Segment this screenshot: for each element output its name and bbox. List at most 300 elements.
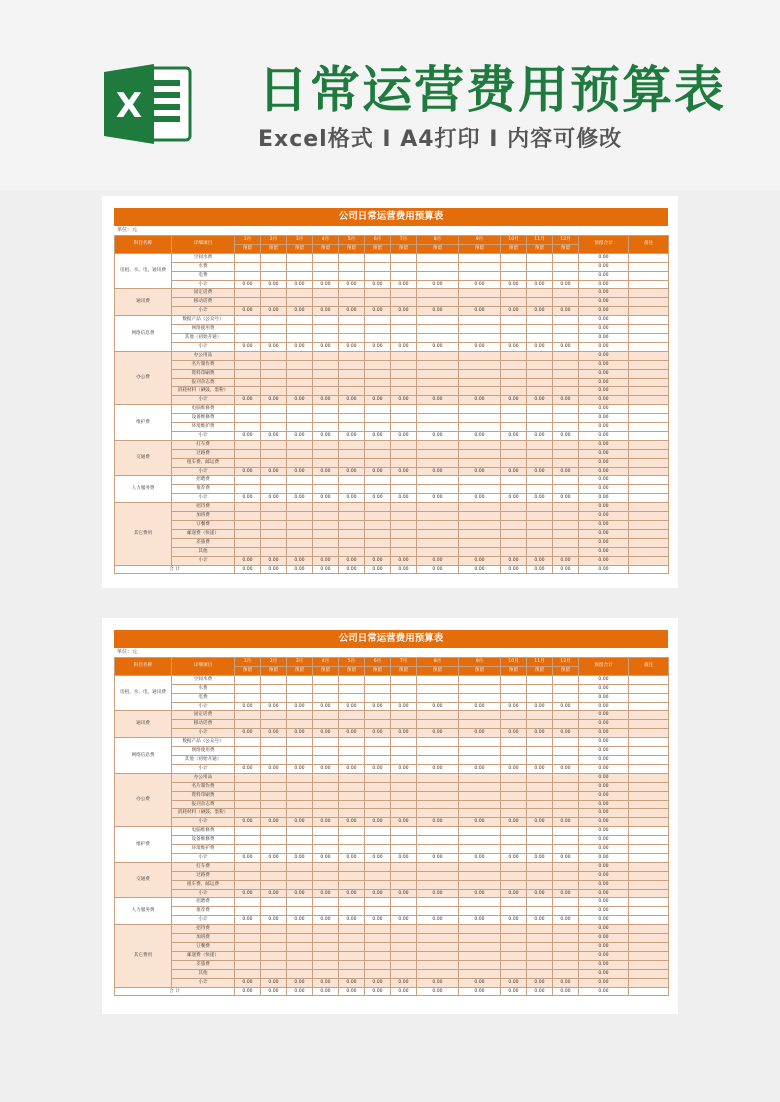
month-cell (365, 711, 391, 720)
detail-cell: 空间水费 (172, 253, 235, 262)
month-cell (339, 547, 365, 556)
remark-cell (629, 298, 669, 307)
month-cell (459, 449, 501, 458)
month-cell (365, 809, 391, 818)
month-total: 0.00 (417, 987, 459, 996)
month-total: 0.00 (459, 565, 501, 574)
detail-cell: 移动话费 (172, 298, 235, 307)
month-cell (313, 943, 339, 952)
month-cell (527, 907, 553, 916)
total-cell: 0.00 (579, 369, 629, 378)
month-cell (417, 845, 459, 854)
month-cell: 0.00 (391, 494, 417, 503)
month-cell (313, 414, 339, 423)
month-cell (365, 253, 391, 262)
month-cell: 0.00 (235, 396, 261, 405)
month-cell: 0.00 (235, 702, 261, 711)
month-cell (501, 934, 527, 943)
month-cell: 0.00 (391, 467, 417, 476)
month-cell (417, 898, 459, 907)
month-cell (313, 934, 339, 943)
month-cell: 0.00 (313, 342, 339, 351)
table-row (115, 387, 669, 396)
month-cell: 0.00 (417, 889, 459, 898)
month-cell: 0.00 (527, 853, 553, 862)
header-sub: 预留 (339, 666, 365, 675)
remark-cell (629, 818, 669, 827)
remark-cell (629, 396, 669, 405)
month-cell (527, 253, 553, 262)
total-cell: 0.00 (579, 289, 629, 298)
month-cell (459, 458, 501, 467)
month-cell (553, 738, 579, 747)
month-cell: 0.00 (459, 818, 501, 827)
month-cell (391, 271, 417, 280)
month-cell (287, 440, 313, 449)
total-cell: 0.00 (579, 440, 629, 449)
month-cell (365, 369, 391, 378)
month-cell (459, 693, 501, 702)
month-cell: 0.00 (313, 764, 339, 773)
header-sub: 预留 (261, 244, 287, 253)
remark-cell (629, 755, 669, 764)
detail-cell: 报刊杂志费 (172, 378, 235, 387)
month-cell (527, 423, 553, 432)
remark-cell (629, 871, 669, 880)
month-cell (287, 720, 313, 729)
month-cell (287, 675, 313, 684)
month-cell (365, 440, 391, 449)
month-cell: 0.00 (261, 818, 287, 827)
total-cell: 0.00 (579, 485, 629, 494)
header-month: 9月 (459, 658, 501, 667)
remark-cell (629, 845, 669, 854)
month-total: 0.00 (527, 987, 553, 996)
detail-cell: 水费 (172, 684, 235, 693)
month-cell (501, 755, 527, 764)
remark-cell (629, 987, 669, 996)
month-cell: 0.00 (339, 916, 365, 925)
month-cell: 0.00 (287, 729, 313, 738)
month-cell: 0.00 (339, 853, 365, 862)
month-cell (501, 960, 527, 969)
month-cell (459, 440, 501, 449)
table-row (115, 782, 669, 791)
month-cell: 0.00 (501, 494, 527, 503)
month-cell (313, 925, 339, 934)
month-cell (313, 369, 339, 378)
total-label: 合 计 (115, 565, 235, 574)
month-cell (365, 262, 391, 271)
header-sub: 预留 (287, 244, 313, 253)
category-cell: 人力服务费 (115, 476, 172, 503)
month-cell: 0.00 (339, 729, 365, 738)
detail-cell: 小计 (172, 556, 235, 565)
month-cell: 0.00 (235, 764, 261, 773)
month-cell: 0.00 (459, 978, 501, 987)
month-cell (417, 476, 459, 485)
month-cell: 0.00 (287, 853, 313, 862)
month-cell (391, 316, 417, 325)
month-cell (313, 521, 339, 530)
month-cell (501, 387, 527, 396)
month-cell (501, 747, 527, 756)
month-cell: 0.00 (235, 342, 261, 351)
month-cell (261, 503, 287, 512)
month-cell (339, 845, 365, 854)
total-cell: 0.00 (579, 782, 629, 791)
excel-logo-letter: X (115, 86, 143, 126)
month-cell (391, 369, 417, 378)
table-row (115, 494, 669, 503)
month-cell (501, 529, 527, 538)
month-cell (553, 529, 579, 538)
month-cell (235, 325, 261, 334)
month-cell (287, 298, 313, 307)
table-row (115, 871, 669, 880)
month-cell (261, 720, 287, 729)
header-month: 6月 (365, 236, 391, 245)
month-cell: 0.00 (391, 853, 417, 862)
month-cell: 0.00 (553, 702, 579, 711)
detail-cell: 小计 (172, 702, 235, 711)
month-cell: 0.00 (339, 978, 365, 987)
month-cell: 0.00 (287, 889, 313, 898)
month-cell (261, 289, 287, 298)
month-cell (501, 845, 527, 854)
detail-cell: 小计 (172, 764, 235, 773)
month-cell (261, 485, 287, 494)
month-cell (553, 325, 579, 334)
table-row (115, 405, 669, 414)
category-cell: 其它费用 (115, 925, 172, 987)
remark-cell (629, 467, 669, 476)
total-cell: 0.00 (579, 449, 629, 458)
month-cell: 0.00 (553, 396, 579, 405)
detail-cell: 小计 (172, 467, 235, 476)
month-cell (417, 925, 459, 934)
month-cell: 0.00 (313, 280, 339, 289)
total-cell: 0.00 (579, 845, 629, 854)
month-cell: 0.00 (527, 342, 553, 351)
total-cell: 0.00 (579, 978, 629, 987)
month-cell: 0.00 (391, 702, 417, 711)
month-cell (527, 521, 553, 530)
month-cell: 0.00 (339, 889, 365, 898)
month-cell (459, 378, 501, 387)
header-sub: 预留 (527, 666, 553, 675)
month-cell (553, 755, 579, 764)
month-cell (459, 755, 501, 764)
table-row (115, 791, 669, 800)
month-cell (313, 316, 339, 325)
month-cell (553, 538, 579, 547)
month-cell (339, 414, 365, 423)
month-cell (501, 360, 527, 369)
month-cell (261, 325, 287, 334)
category-cell: 维护费 (115, 827, 172, 863)
month-cell (417, 512, 459, 521)
month-cell: 0.00 (459, 916, 501, 925)
month-cell (365, 898, 391, 907)
month-total: 0.00 (553, 987, 579, 996)
header-total: 预留合计 (579, 236, 629, 254)
month-cell (459, 898, 501, 907)
month-cell: 0.00 (235, 853, 261, 862)
total-cell: 0.00 (579, 943, 629, 952)
remark-cell (629, 907, 669, 916)
remark-cell (629, 738, 669, 747)
table-row (115, 271, 669, 280)
month-cell: 0.00 (287, 556, 313, 565)
month-cell (235, 943, 261, 952)
month-cell (365, 755, 391, 764)
month-cell (365, 969, 391, 978)
month-cell (391, 871, 417, 880)
month-total: 0.00 (527, 565, 553, 574)
month-cell: 0.00 (391, 396, 417, 405)
total-cell: 0.00 (579, 423, 629, 432)
header-detail: 详细项目 (172, 236, 235, 254)
month-cell (339, 934, 365, 943)
header-sub: 预留 (391, 244, 417, 253)
month-cell (261, 387, 287, 396)
detail-cell: 网络使用费 (172, 747, 235, 756)
remark-cell (629, 943, 669, 952)
month-cell: 0.00 (459, 396, 501, 405)
month-cell (527, 871, 553, 880)
month-cell (527, 755, 553, 764)
month-cell (235, 378, 261, 387)
remark-cell (629, 827, 669, 836)
month-cell: 0.00 (459, 280, 501, 289)
table-row (115, 880, 669, 889)
month-cell (459, 845, 501, 854)
month-cell (313, 298, 339, 307)
month-cell (339, 405, 365, 414)
month-cell (261, 773, 287, 782)
month-cell (527, 675, 553, 684)
month-cell: 0.00 (261, 916, 287, 925)
detail-cell: 小计 (172, 889, 235, 898)
month-cell (459, 747, 501, 756)
month-cell: 0.00 (235, 494, 261, 503)
month-cell (313, 262, 339, 271)
month-cell (553, 943, 579, 952)
month-cell: 0.00 (501, 853, 527, 862)
remark-cell (629, 503, 669, 512)
month-cell (313, 253, 339, 262)
month-cell (417, 538, 459, 547)
promo-banner (0, 0, 780, 190)
month-cell (235, 800, 261, 809)
remark-cell (629, 316, 669, 325)
month-cell (365, 458, 391, 467)
month-cell (287, 943, 313, 952)
month-cell (391, 387, 417, 396)
month-cell (501, 951, 527, 960)
month-cell: 0.00 (261, 280, 287, 289)
month-cell (339, 316, 365, 325)
month-cell (391, 711, 417, 720)
month-cell: 0.00 (501, 889, 527, 898)
month-cell: 0.00 (459, 307, 501, 316)
category-cell: 网络信息费 (115, 738, 172, 774)
month-cell (459, 351, 501, 360)
month-cell (391, 675, 417, 684)
month-cell (391, 485, 417, 494)
total-cell: 0.00 (579, 494, 629, 503)
month-cell (313, 333, 339, 342)
remark-cell (629, 565, 669, 574)
remark-cell (629, 711, 669, 720)
month-cell (459, 262, 501, 271)
month-cell (553, 836, 579, 845)
month-cell (417, 351, 459, 360)
month-cell (527, 738, 553, 747)
remark-cell (629, 458, 669, 467)
month-cell (235, 969, 261, 978)
month-cell (235, 711, 261, 720)
budget-sheet-preview-1 (102, 196, 678, 588)
month-cell (417, 738, 459, 747)
month-cell (365, 423, 391, 432)
detail-cell: 加班费 (172, 934, 235, 943)
remark-cell (629, 800, 669, 809)
month-cell (365, 675, 391, 684)
month-cell (313, 538, 339, 547)
month-cell (501, 253, 527, 262)
month-cell (391, 925, 417, 934)
table-row (115, 414, 669, 423)
month-cell: 0.00 (261, 853, 287, 862)
month-cell (365, 871, 391, 880)
month-cell (553, 747, 579, 756)
table-row (115, 512, 669, 521)
month-cell (313, 325, 339, 334)
month-cell (235, 951, 261, 960)
month-cell (235, 262, 261, 271)
month-cell (417, 529, 459, 538)
month-cell: 0.00 (235, 431, 261, 440)
month-cell (235, 298, 261, 307)
month-cell (459, 880, 501, 889)
month-cell (527, 503, 553, 512)
month-cell (365, 791, 391, 800)
month-cell (287, 405, 313, 414)
month-cell (417, 773, 459, 782)
month-cell (391, 773, 417, 782)
month-cell (527, 684, 553, 693)
month-cell: 0.00 (553, 467, 579, 476)
month-cell (501, 907, 527, 916)
total-cell: 0.00 (579, 862, 629, 871)
month-cell (313, 711, 339, 720)
detail-cell: 数据产品（公众号） (172, 316, 235, 325)
month-cell (459, 836, 501, 845)
category-cell: 人力服务费 (115, 898, 172, 925)
table-row (115, 889, 669, 898)
month-cell (313, 960, 339, 969)
month-cell (235, 693, 261, 702)
detail-cell: 消耗材料（硒鼓、墨粉） (172, 387, 235, 396)
month-cell (459, 934, 501, 943)
table-row (115, 369, 669, 378)
month-cell (391, 755, 417, 764)
month-cell (553, 907, 579, 916)
month-cell: 0.00 (287, 280, 313, 289)
table-row (115, 529, 669, 538)
month-cell (313, 684, 339, 693)
table-row (115, 556, 669, 565)
month-cell: 0.00 (459, 889, 501, 898)
remark-cell (629, 791, 669, 800)
detail-cell: 名片制作费 (172, 360, 235, 369)
header-detail: 详细项目 (172, 658, 235, 676)
month-cell (313, 827, 339, 836)
month-cell (261, 414, 287, 423)
month-total: 0.00 (417, 565, 459, 574)
month-cell (365, 827, 391, 836)
month-cell: 0.00 (553, 280, 579, 289)
month-cell (261, 827, 287, 836)
header-month: 11月 (527, 236, 553, 245)
month-cell (287, 871, 313, 880)
month-cell (417, 289, 459, 298)
month-cell (235, 423, 261, 432)
remark-cell (629, 494, 669, 503)
detail-cell: 订餐费 (172, 521, 235, 530)
total-cell: 0.00 (579, 827, 629, 836)
month-cell (261, 871, 287, 880)
month-cell: 0.00 (527, 307, 553, 316)
month-cell (417, 440, 459, 449)
month-cell (391, 458, 417, 467)
month-cell (501, 485, 527, 494)
month-cell: 0.00 (235, 916, 261, 925)
total-cell: 0.00 (579, 800, 629, 809)
month-cell: 0.00 (235, 556, 261, 565)
month-cell: 0.00 (261, 556, 287, 565)
month-cell: 0.00 (261, 396, 287, 405)
month-cell (459, 369, 501, 378)
total-cell: 0.00 (579, 729, 629, 738)
month-cell (459, 738, 501, 747)
detail-cell: 小计 (172, 853, 235, 862)
month-cell (459, 800, 501, 809)
category-cell: 网络信息费 (115, 316, 172, 352)
month-total: 0.00 (459, 987, 501, 996)
month-cell (459, 253, 501, 262)
header-month: 7月 (391, 658, 417, 667)
month-cell (365, 289, 391, 298)
month-total: 0.00 (391, 565, 417, 574)
month-cell: 0.00 (501, 307, 527, 316)
month-cell: 0.00 (553, 342, 579, 351)
month-cell (553, 512, 579, 521)
month-cell (459, 387, 501, 396)
header-sub: 预留 (417, 666, 459, 675)
table-row (115, 845, 669, 854)
month-cell (553, 503, 579, 512)
detail-cell: 小计 (172, 280, 235, 289)
month-cell (391, 547, 417, 556)
month-cell: 0.00 (553, 853, 579, 862)
header-sub: 预留 (459, 666, 501, 675)
month-cell (459, 943, 501, 952)
detail-cell: 小计 (172, 342, 235, 351)
month-cell (417, 387, 459, 396)
